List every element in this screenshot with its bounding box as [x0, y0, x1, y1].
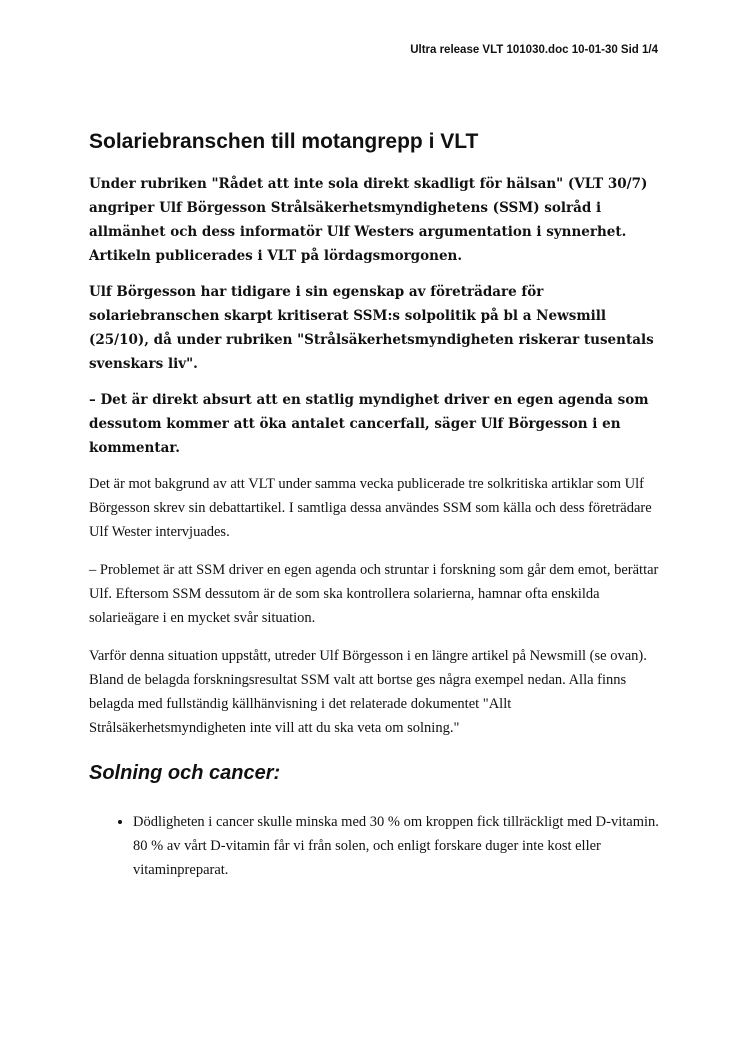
- body-paragraph: – Problemet är att SSM driver en egen agenda och struntar i forskning som går dem emot, berättar Ulf. Eftersom SSM dessutom är de som ska kontrollera solarierna, hamnar ofta enskilda solarieägare i en mycket svår situation.: [89, 562, 659, 626]
- section-heading: Solning och cancer:: [89, 762, 281, 784]
- document-body: [89, 128, 669, 882]
- lead-paragraph: Ulf Börgesson har tidigare i sin egenskap av företrädare för solariebranschen skarpt kritiserat SSM:s solpolitik på bl a Newsmill (25/10), då under rubriken "Strålsäkerhetsmyndigheten riskerar tusentals svenskars liv".: [89, 284, 654, 372]
- bullet-list: [89, 810, 669, 882]
- body-paragraph: Det är mot bakgrund av att VLT under samma vecka publicerade tre solkritiska artiklar som Ulf Börgesson skrev sin debattartikel. I samtliga dessa användes SSM som källa och dess företrädare Ulf Wester intervjuades.: [89, 476, 652, 540]
- list-item: • Dödligheten i cancer skulle minska med 30 % om kroppen fick tillräckligt med D-vitamin. 80 % av vårt D-vitamin får vi från solen, och enligt forskare duger inte kost eller vitaminpreparat.: [133, 810, 669, 882]
- lead-paragraph: – Det är direkt absurt att en statlig myndighet driver en egen agenda som dessutom kommer att öka antalet cancerfall, säger Ulf Börgesson i en kommentar.: [89, 392, 649, 456]
- page-header: Ultra release VLT 101030.doc 10-01-30 Sid 1/4: [410, 44, 658, 56]
- article-title: Solariebranschen till motangrepp i VLT: [89, 130, 479, 153]
- lead-paragraph: Under rubriken "Rådet att inte sola direkt skadligt för hälsan" (VLT 30/7) angriper Ulf Börgesson Strålsäkerhetsmyndighetens (SSM) solråd i allmänhet och dess informatör Ulf Westers argumentation i synnerhet. Artikeln publicerades i VLT på lördagsmorgonen.: [89, 176, 648, 264]
- body-paragraph: Varför denna situation uppstått, utreder Ulf Börgesson i en längre artikel på Newsmill (se ovan). Bland de belagda forskningsresultat SSM valt att bortse ges några exempel nedan. Alla finns belagda med fullständig källhänvisning i det relaterade dokumentet "Allt Strålsäkerhetsmyndigheten inte vill att du ska veta om solning.": [89, 648, 647, 736]
